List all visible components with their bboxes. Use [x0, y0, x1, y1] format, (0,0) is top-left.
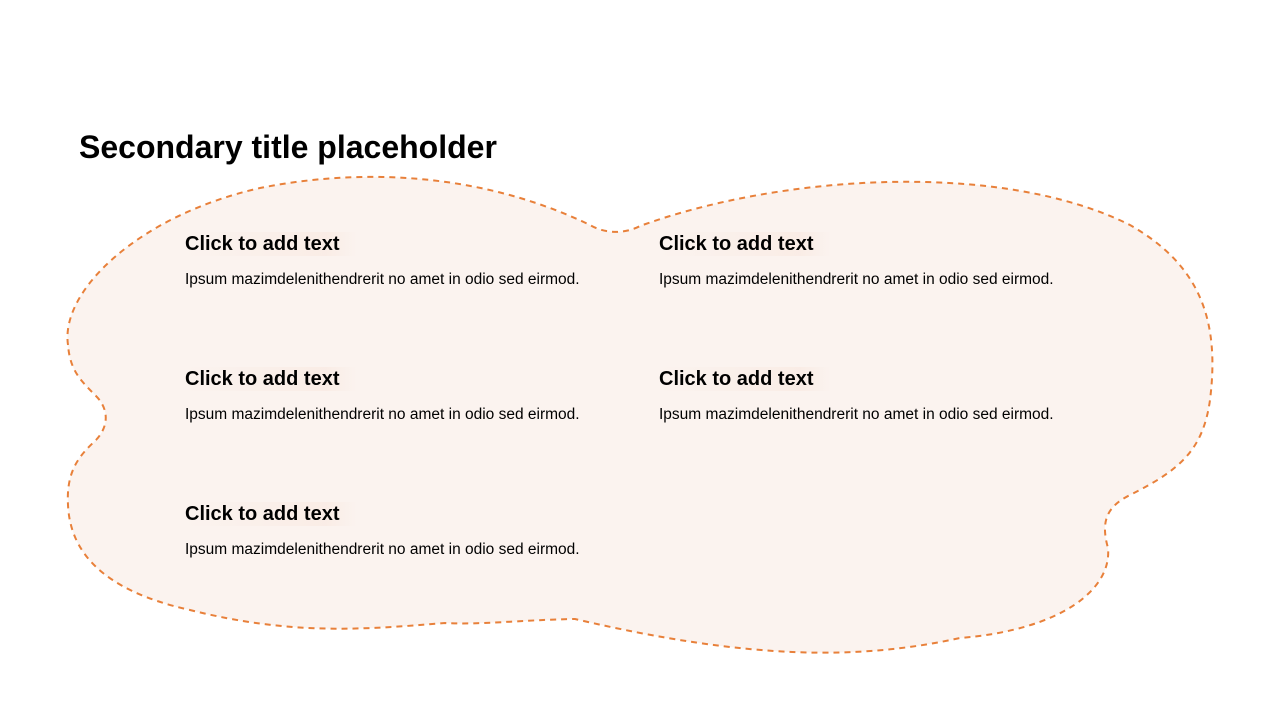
- text-block-5[interactable]: [185, 502, 625, 560]
- text-block-heading[interactable]: Click to add text: [659, 367, 831, 391]
- text-block-body[interactable]: Ipsum mazimdelenithendrerit no amet in odio sed eirmod.: [185, 271, 580, 288]
- text-block-heading[interactable]: Click to add text: [185, 232, 357, 256]
- text-block-heading[interactable]: Click to add text: [659, 232, 831, 256]
- text-block-2[interactable]: [659, 232, 1099, 290]
- text-block-3[interactable]: [185, 367, 625, 425]
- text-block-body[interactable]: Ipsum mazimdelenithendrerit no amet in odio sed eirmod.: [659, 271, 1054, 288]
- text-block-body[interactable]: Ipsum mazimdelenithendrerit no amet in odio sed eirmod.: [659, 406, 1054, 423]
- page-title[interactable]: Secondary title placeholder: [79, 129, 497, 165]
- text-block-1[interactable]: [185, 232, 625, 290]
- text-block-heading[interactable]: Click to add text: [185, 502, 357, 526]
- text-block-body[interactable]: Ipsum mazimdelenithendrerit no amet in odio sed eirmod.: [185, 541, 580, 558]
- text-block-body[interactable]: Ipsum mazimdelenithendrerit no amet in odio sed eirmod.: [185, 406, 580, 423]
- text-block-heading[interactable]: Click to add text: [185, 367, 357, 391]
- text-block-4[interactable]: [659, 367, 1099, 425]
